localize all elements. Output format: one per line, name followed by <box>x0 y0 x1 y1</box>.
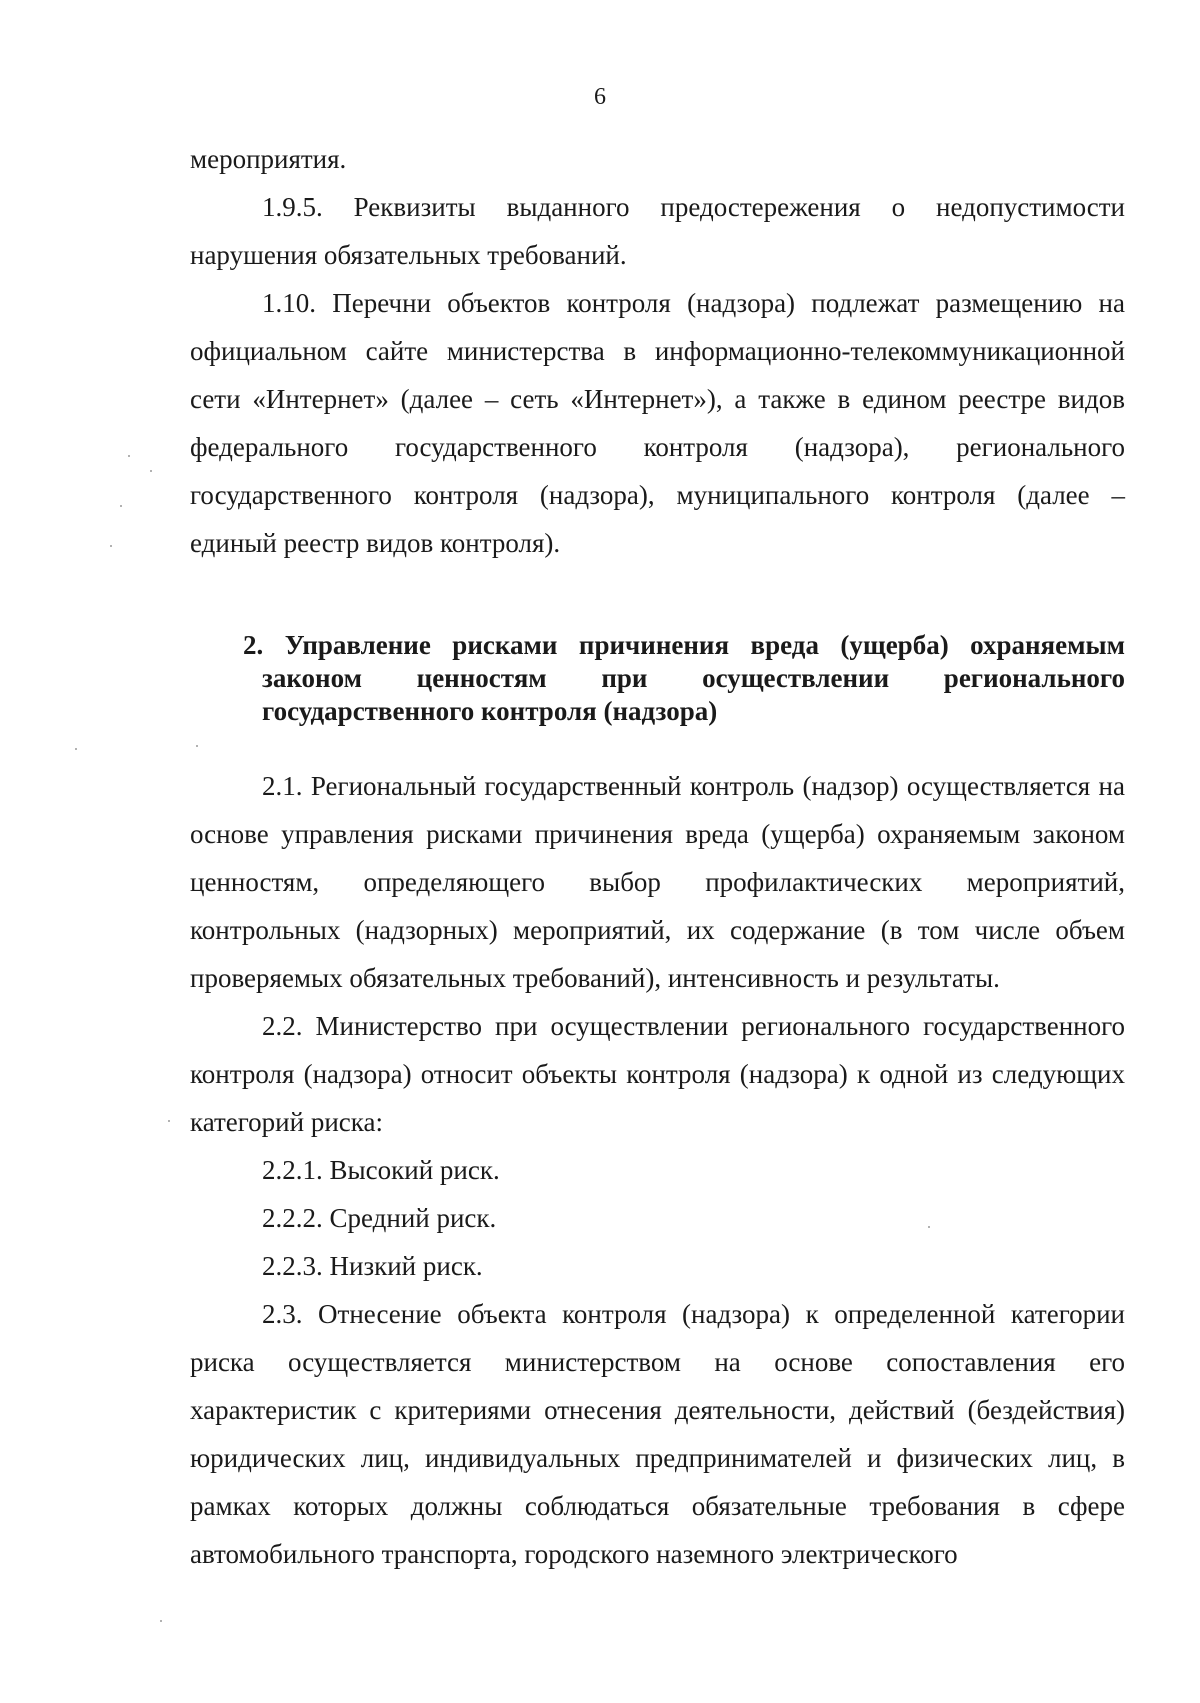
risk-item-medium: 2.2.2. Средний риск. <box>262 1203 497 1233</box>
scan-speck <box>196 745 198 747</box>
paragraph-2-1: 2.1. Региональный государственный контроль (надзор) осуществляется на основе управления рисками причинения вреда (ущерба) охраняемым законом ценностям, определяющего выбор профилактических мероприятий, контрольных (надзорных) мероприятий, их содержание (в том числе объем проверяемых обязательных требований), интенсивность и результаты. <box>190 771 1125 993</box>
scan-speck <box>150 470 152 472</box>
scan-speck <box>110 545 112 547</box>
document-body <box>190 135 1125 1578</box>
section-heading: 2. Управление рисками причинения вреда (ущерба) охраняемым законом ценностям при осуществлении регионального государственного контроля (надзора) <box>243 630 1125 726</box>
risk-item-high: 2.2.1. Высокий риск. <box>262 1155 500 1185</box>
paragraph-2-3: 2.3. Отнесение объекта контроля (надзора) к определенной категории риска осуществляется министерством на основе сопоставления его характеристик с критериями отнесения деятельности, действий (бездействия) юридических лиц, индивидуальных предпринимателей и физических лиц, в рамках которых должны соблюдаться обязательные требования в сфере автомобильного транспорта, городского наземного электрического <box>190 1299 1125 1569</box>
risk-item-low: 2.2.3. Низкий риск. <box>262 1251 483 1281</box>
paragraph-2-2: 2.2. Министерство при осуществлении регионального государственного контроля (надзора) относит объекты контроля (надзора) к одной из следующих категорий риска: <box>190 1011 1125 1137</box>
scan-speck <box>120 505 122 507</box>
paragraph-1-10: 1.10. Перечни объектов контроля (надзора) подлежат размещению на официальном сайте министерства в информационно-телекоммуникационной сети «Интернет» (далее – сеть «Интернет»), а также в едином реестре видов федерального государственного контроля (надзора), регионального государственного контроля (надзора), муниципального контроля (далее – единый реестр видов контроля). <box>190 288 1125 558</box>
page-number: 6 <box>594 84 606 110</box>
scan-speck <box>160 1620 162 1622</box>
scan-speck <box>128 455 130 457</box>
paragraph-1-9-5: 1.9.5. Реквизиты выданного предостережения о недопустимости нарушения обязательных требований. <box>190 192 1125 270</box>
scan-speck <box>168 1120 170 1122</box>
scan-speck <box>928 1226 930 1228</box>
paragraph-continuation: мероприятия. <box>190 144 347 174</box>
scan-speck <box>75 748 77 750</box>
